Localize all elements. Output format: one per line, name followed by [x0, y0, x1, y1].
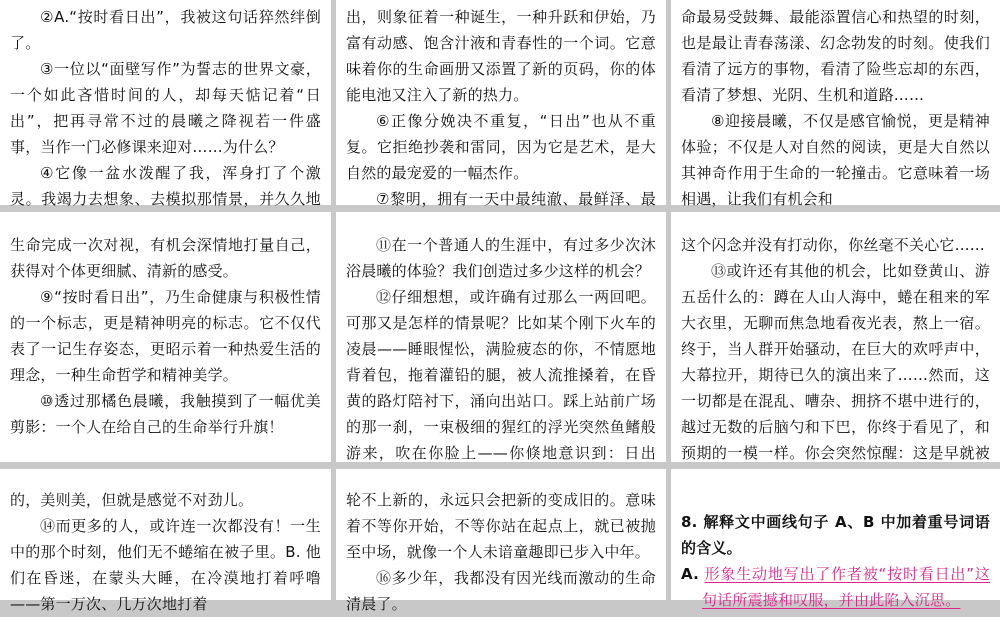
paragraph: ⑫仔细想想，或许确有过那么一两回吧。可那又是怎样的情景呢？比如某个刚下火车的凌晨——睡眼惺忪，满脸疲态的你，不情愿地背着包，拖着灌铅的腿，被人流推搡着，在昏黄的路灯陪衬下，涌向出站口。踩上站前广场的那一刹，一束极细的猩红的浮光突然鱼鳍般游来，吹在你脸上——你倏地意识到：日出: [346, 288, 656, 462]
paragraph: 的，美则美，但就是感觉不对劲儿。: [10, 491, 254, 509]
paragraph: ⑨“按时看日出”，乃生命健康与积极性情的一个标志，更是精神明亮的标志。它不仅代表了一记生存姿态，更昭示着一种热爱生活的理念，一种生命哲学和精神美学。: [10, 288, 321, 384]
paragraph: ⑯多少年，我都没有因光线而激动的生命清晨了。: [346, 569, 656, 613]
paragraph: 出，则象征着一种诞生，一种升跃和伊始，乃富有动感、饱含汁液和青春性的一个词。它意味着你的生命画册又添置了新的页码，你的体能电池又注入了新的热力。: [346, 8, 656, 104]
panel-7: [0, 469, 331, 613]
answer-a: [681, 561, 990, 613]
panel-9: [671, 469, 1000, 609]
paragraph: ⑭而更多的人，或许连一次都没有！一生中的那个时刻，他们无不蜷缩在被子里。B. 他们在昏迷，在蒙头大睡，在冷漠地打着呼噜——第一万次、几万次地打着: [10, 517, 321, 613]
paragraph: ⑩透过那橘色晨曦，我触摸到了一幅优美剪影：一个人在给自己的生命举行升旗！: [10, 392, 321, 436]
panel-6: [671, 212, 1000, 462]
question-text: 8. 解释文中画线句子 A、B 中加着重号词语的含义。: [681, 513, 990, 557]
paragraph: ⑦黎明，拥有一天中最纯澈、最鲜泽、最: [376, 190, 656, 208]
paragraph: 这个闪念并没有打动你，你丝毫不关心它……: [681, 236, 986, 254]
answer-label: A.: [681, 565, 699, 583]
paragraph: ③一位以“面壁写作”为誓志的世界文豪，一个如此吝惜时间的人，却每天惦记着“日出”，把再寻常不过的晨曦之降视若一件盛事，当作一门必修课来迎对……为什么？: [10, 60, 321, 156]
answer-text: 形象生动地写出了作者被“按时看日出”这句话所震撼和叹服，并由此陷入沉思。: [702, 565, 991, 609]
panel-1: [0, 0, 331, 208]
paragraph: 轮不上新的，永远只会把新的变成旧的。意味着不等你开始，不等你站在起点上，就已被抛至中场，就像一个人未谙童趣即已步入中年。: [346, 491, 656, 561]
panel-3: [671, 0, 1000, 208]
paragraph: 命最易受鼓舞、最能添置信心和热望的时刻，也是最让青春荡漾、幻念勃发的时刻。使我们看清了远方的事物，看清了险些忘却的东西，看清了梦想、光阴、生机和道路……: [681, 8, 990, 104]
paragraph: ⑬或许还有其他的机会，比如登黄山、游五岳什么的：蹲在人山人海中，蜷在租来的军大衣里，无聊而焦急地看夜光表，熬上一宿。终于，当人群开始骚动，在巨大的欢呼声中，大幕拉开，期待已久的演出来了……然而，这一切都是在混乱、嘈杂、拥挤不堪中进行的，越过无数的后脑勺和下巴，你终于看见了，和预期的一模一样。你会突然惊醒：这是早就被: [681, 262, 990, 462]
panel-2: [336, 0, 666, 208]
panel-8: [336, 469, 666, 613]
paragraph: ⑥正像分娩决不重复，“日出”也从不重复。它拒绝抄袭和雷同，因为它是艺术，是大自然的最宠爱的一幅杰作。: [346, 112, 656, 182]
paragraph: ④它像一盆水泼醒了我，浑身打了个激灵。我竭力去想象、去模拟那情景，并久久地: [10, 164, 321, 208]
panel-5: [336, 212, 666, 462]
paragraph: ⑪在一个普通人的生涯中，有过多少次沐浴晨曦的体验？我们创造过多少这样的机会？: [346, 236, 656, 280]
panel-4: [0, 212, 331, 462]
paragraph: ②A.“按时看日出”，我被这句话猝然绊倒了。: [10, 8, 321, 52]
paragraph: ⑧迎接晨曦，不仅是感官愉悦，更是精神体验；不仅是人对自然的阅读，更是大自然以其神奇作用于生命的一轮撞击。它意味着一场相遇，让我们有机会和: [681, 112, 990, 208]
paragraph: 生命完成一次对视，有机会深情地打量自己，获得对个体更细腻、清新的感受。: [10, 236, 321, 280]
